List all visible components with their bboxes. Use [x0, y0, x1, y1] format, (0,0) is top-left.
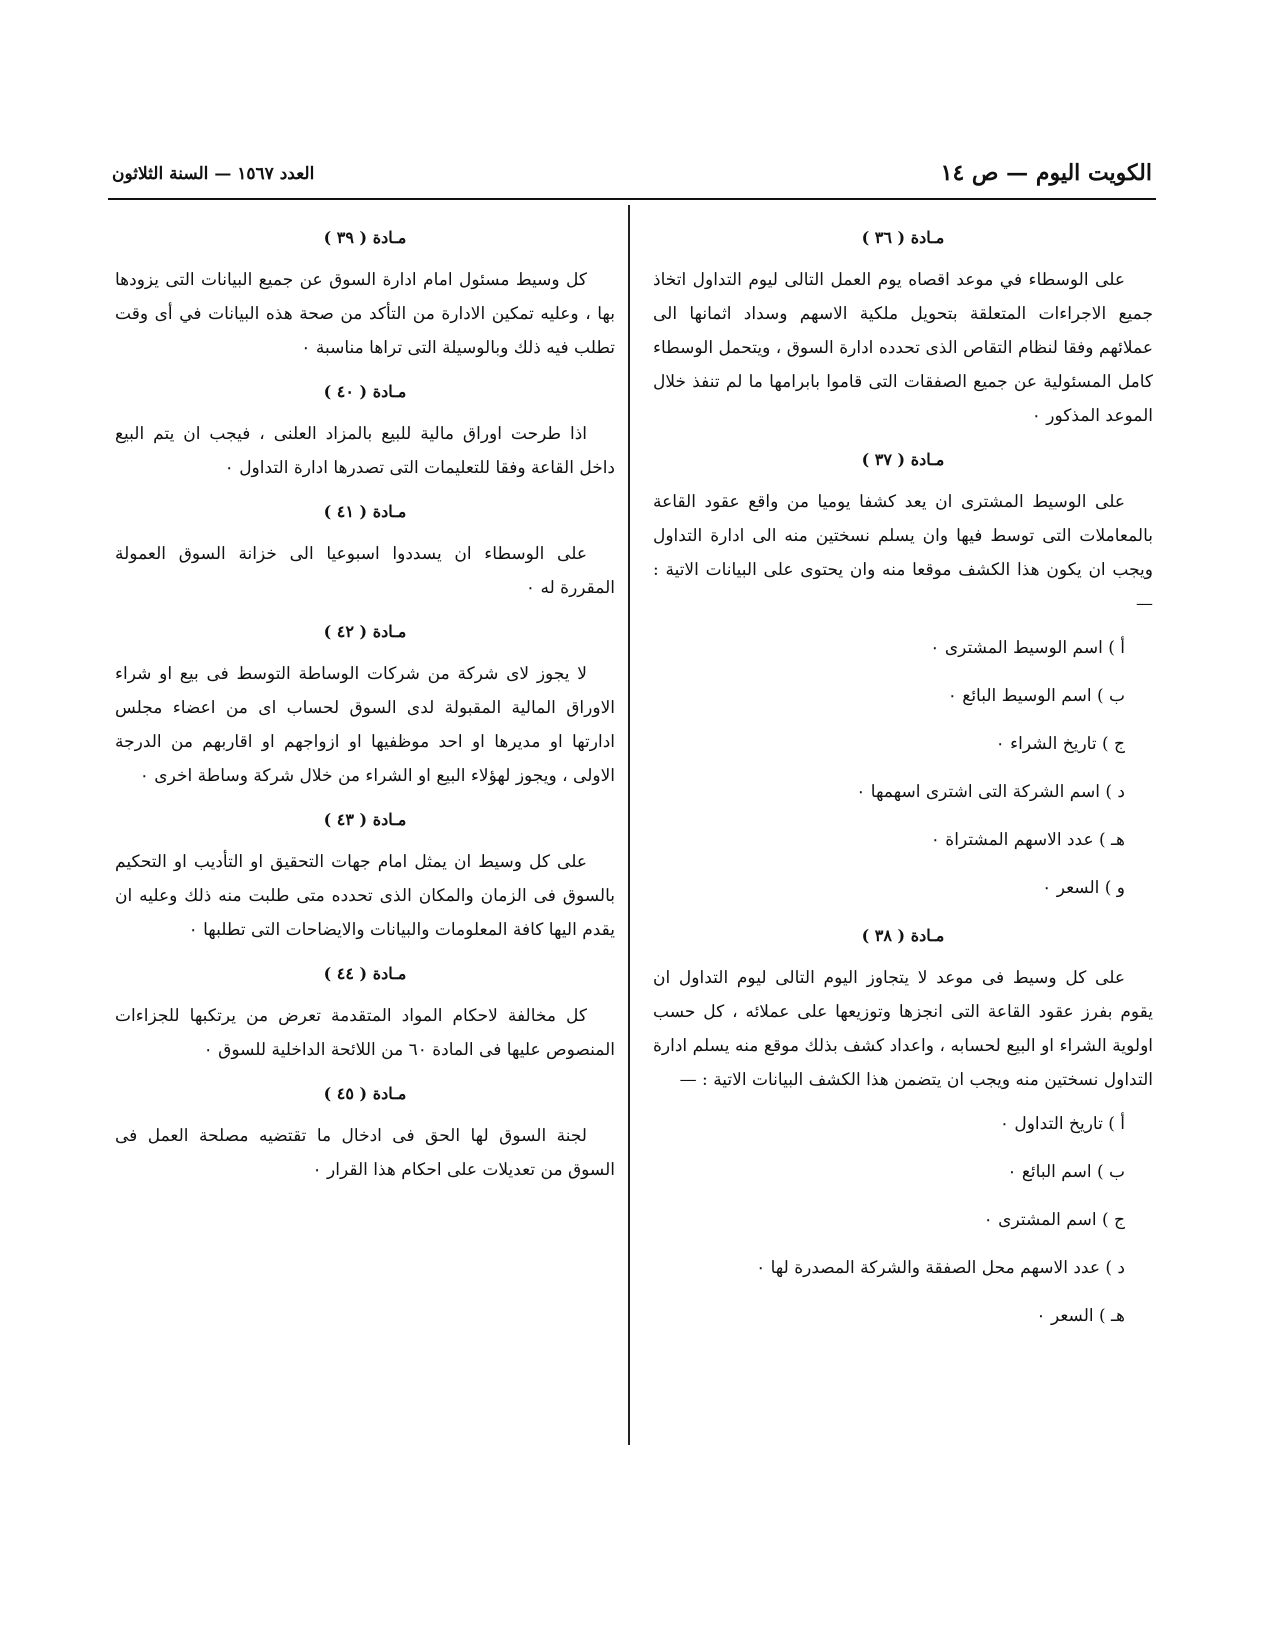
article-39-text: كل وسيط مسئول امام ادارة السوق عن جميع البيانات التى يزودها بها ، وعليه تمكين الادارة من التأكد من صحة هذه البيانات في أى وقت تطلب فيه ذلك وبالوسيلة التى تراها مناسبة ٠ [115, 270, 615, 358]
header-issue-year: العدد ١٥٦٧ — السنة الثلاثون [112, 164, 315, 184]
article-38-item: أ ) تاريخ التداول ٠ [999, 1114, 1125, 1134]
article-38-item: د ) عدد الاسهم محل الصفقة والشركة المصدرة لها ٠ [756, 1258, 1125, 1278]
article-37-item: د ) اسم الشركة التى اشترى اسهمها ٠ [856, 782, 1125, 802]
left-column [115, 215, 615, 1197]
column-divider [628, 205, 630, 1445]
page-header [112, 160, 1152, 190]
article-37-item: و ) السعر ٠ [1042, 878, 1125, 898]
article-40-text: اذا طرحت اوراق مالية للبيع بالمزاد العلنى ، فيجب ان يتم البيع داخل القاعة وفقا للتعليمات التى تصدرها ادارة التداول ٠ [115, 424, 615, 478]
article-38-item: هـ ) السعر ٠ [1036, 1306, 1125, 1326]
article-37-item: أ ) اسم الوسيط المشترى ٠ [930, 638, 1125, 658]
article-42-title: مـادة ( ٤٢ ) [323, 622, 407, 641]
article-39-title: مـادة ( ٣٩ ) [323, 228, 407, 247]
article-38-item: ج ) اسم المشترى ٠ [983, 1210, 1125, 1230]
right-column [653, 215, 1153, 1347]
article-43-text: على كل وسيط ان يمثل امام جهات التحقيق او التأديب او التحكيم بالسوق فى الزمان والمكان الذى تحدده متى طلبت منه ذلك وعليه ان يقدم اليها كافة المعلومات والبيانات والايضاحات التى تطلبها ٠ [115, 852, 615, 940]
article-45-title: مـادة ( ٤٥ ) [323, 1084, 407, 1103]
article-36-title: مـادة ( ٣٦ ) [861, 228, 945, 247]
article-40-title: مـادة ( ٤٠ ) [323, 382, 407, 401]
article-36-text: على الوسطاء في موعد اقصاه يوم العمل التالى ليوم التداول اتخاذ جميع الاجراءات المتعلقة بتحويل ملكية الاسهم وسداد اثمانها الى عملائهم وفقا لنظام التقاص الذى تحدده ادارة السوق ، ويتحمل الوسطاء كامل المسئولية عن جميع الصفقات التى قاموا بابرامها ما لم تنفذ خلال الموعد المذكور ٠ [653, 270, 1153, 426]
article-37-text: على الوسيط المشترى ان يعد كشفا يوميا من واقع عقود القاعة بالمعاملات التى توسط فيها وان يسلم نسختين منه الى ادارة التداول ويجب ان يكون هذا الكشف موقعا منه وان يحتوى على البيانات الاتية : — [653, 492, 1153, 614]
article-38-title: مـادة ( ٣٨ ) [861, 926, 945, 945]
article-41-title: مـادة ( ٤١ ) [323, 502, 407, 521]
article-37-item: ج ) تاريخ الشراء ٠ [995, 734, 1125, 754]
header-divider [108, 198, 1156, 200]
article-44-text: كل مخالفة لاحكام المواد المتقدمة تعرض من يرتكبها للجزاءات المنصوص عليها فى المادة ٦٠ من اللائحة الداخلية للسوق ٠ [115, 1006, 615, 1060]
article-42-text: لا يجوز لاى شركة من شركات الوساطة التوسط فى بيع او شراء الاوراق المالية المقبولة لدى السوق لحساب اى من اعضاء مجلس ادارتها او مديرها او احد موظفيها او ازواجهم او اقاربهم من الدرجة الاولى ، ويجوز لهؤلاء البيع او الشراء من خلال شركة وساطة اخرى ٠ [115, 664, 615, 786]
article-37-item: هـ ) عدد الاسهم المشتراة ٠ [930, 830, 1125, 850]
article-44-title: مـادة ( ٤٤ ) [323, 964, 407, 983]
article-37-title: مـادة ( ٣٧ ) [861, 450, 945, 469]
article-38-text: على كل وسيط فى موعد لا يتجاوز اليوم التالى ليوم التداول ان يقوم بفرز عقود القاعة التى انجزها وتوزيعها على عملائه ، كل حسب اولوية الشراء او البيع لحسابه ، واعداد كشف بذلك موقع منه يسلم ادارة التداول نسختين منه ويجب ان يتضمن هذا الكشف البيانات الاتية : — [653, 968, 1153, 1090]
header-publication-page: الكويت اليوم — ص ١٤ [940, 160, 1152, 186]
article-43-title: مـادة ( ٤٣ ) [323, 810, 407, 829]
article-37-item: ب ) اسم الوسيط البائع ٠ [947, 686, 1125, 706]
article-38-item: ب ) اسم البائع ٠ [1007, 1162, 1125, 1182]
article-45-text: لجنة السوق لها الحق فى ادخال ما تقتضيه مصلحة العمل فى السوق من تعديلات على احكام هذا القرار ٠ [115, 1126, 615, 1180]
article-41-text: على الوسطاء ان يسددوا اسبوعيا الى خزانة السوق العمولة المقررة له ٠ [115, 544, 615, 598]
